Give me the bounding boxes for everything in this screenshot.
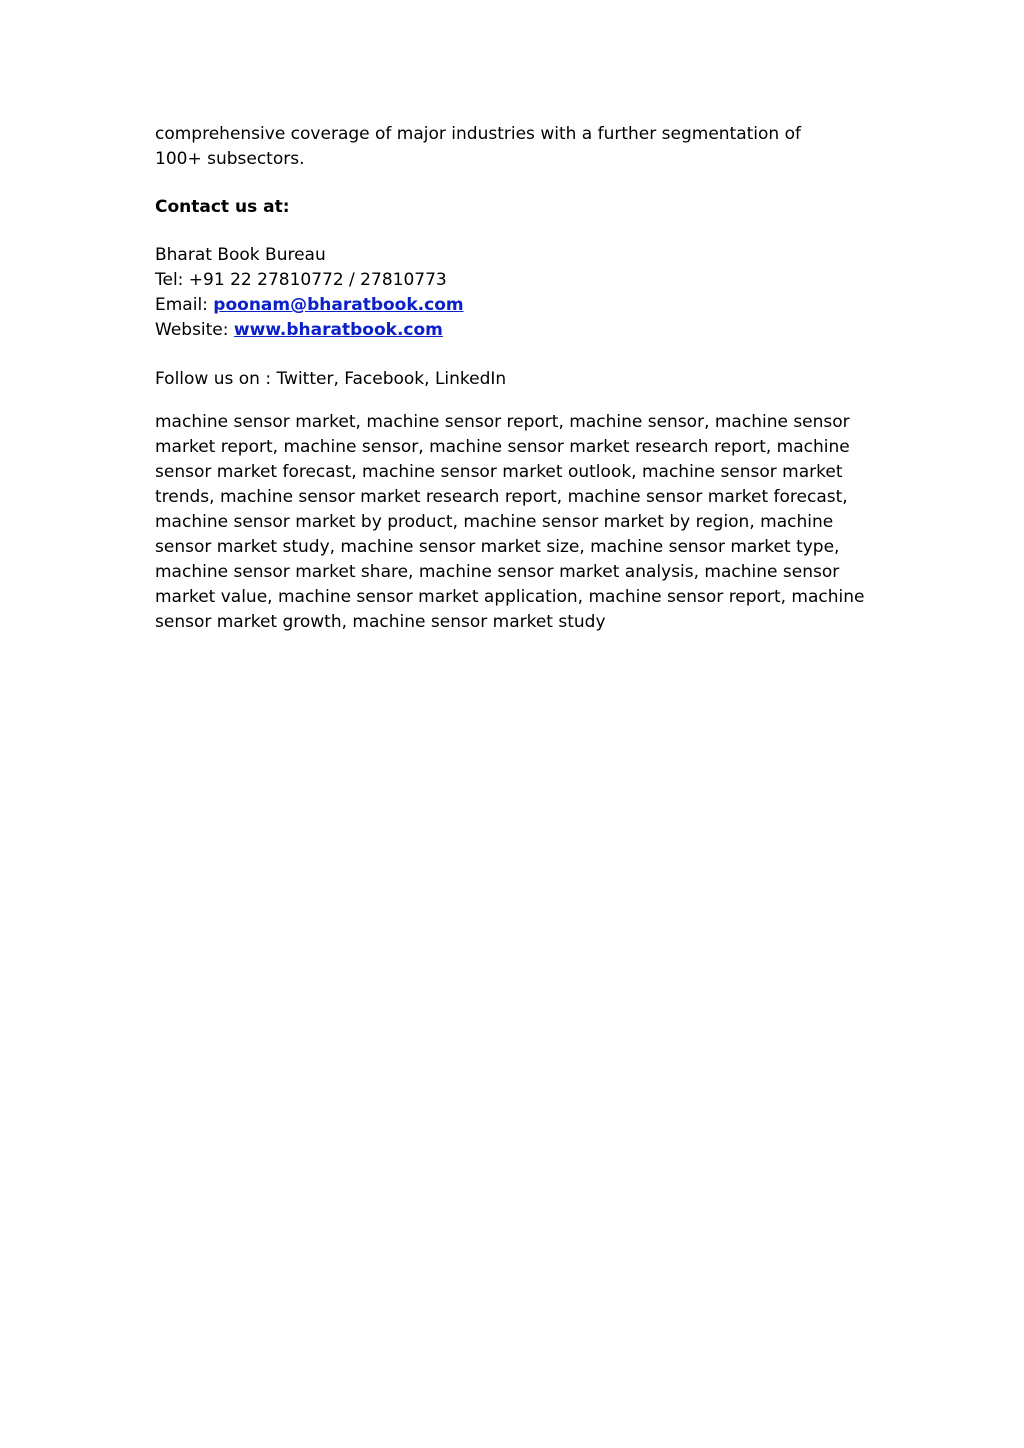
- keywords-line: market value, machine sensor market application, machine sensor report, machine: [155, 587, 865, 607]
- telephone: Tel: +91 22 27810772 / 27810773: [155, 270, 447, 290]
- website-label: Website:: [155, 320, 234, 340]
- keywords-line: trends, machine sensor market research report, machine sensor market forecast,: [155, 487, 848, 507]
- follow-us-text: Follow us on : Twitter, Facebook, LinkedIn: [155, 369, 507, 389]
- contact-block: [155, 243, 855, 343]
- email-link[interactable]: poonam@bharatbook.com: [213, 295, 464, 315]
- website-link[interactable]: www.bharatbook.com: [233, 320, 443, 340]
- email-row: [155, 293, 855, 318]
- document-page: [155, 122, 865, 635]
- keywords-line: market report, machine sensor, machine sensor market research report, machine: [155, 437, 850, 457]
- company-name: Bharat Book Bureau: [155, 245, 326, 265]
- keywords-line: machine sensor market, machine sensor report, machine sensor, machine sensor: [155, 412, 850, 432]
- intro-line-2: 100+ subsectors.: [155, 149, 305, 169]
- intro-paragraph: [155, 122, 855, 172]
- keywords-line: sensor market growth, machine sensor market study: [155, 612, 606, 632]
- keywords-line: sensor market study, machine sensor market size, machine sensor market type,: [155, 537, 840, 557]
- keywords-line: machine sensor market by product, machine sensor market by region, machine: [155, 512, 834, 532]
- intro-line-1: comprehensive coverage of major industries with a further segmentation of: [155, 124, 801, 144]
- keywords-line: sensor market forecast, machine sensor market outlook, machine sensor market: [155, 462, 843, 482]
- website-row: [155, 318, 855, 343]
- keywords-paragraph: [155, 410, 865, 635]
- email-label: Email:: [155, 295, 214, 315]
- keywords-line: machine sensor market share, machine sensor market analysis, machine sensor: [155, 562, 840, 582]
- contact-heading: Contact us at:: [155, 197, 290, 217]
